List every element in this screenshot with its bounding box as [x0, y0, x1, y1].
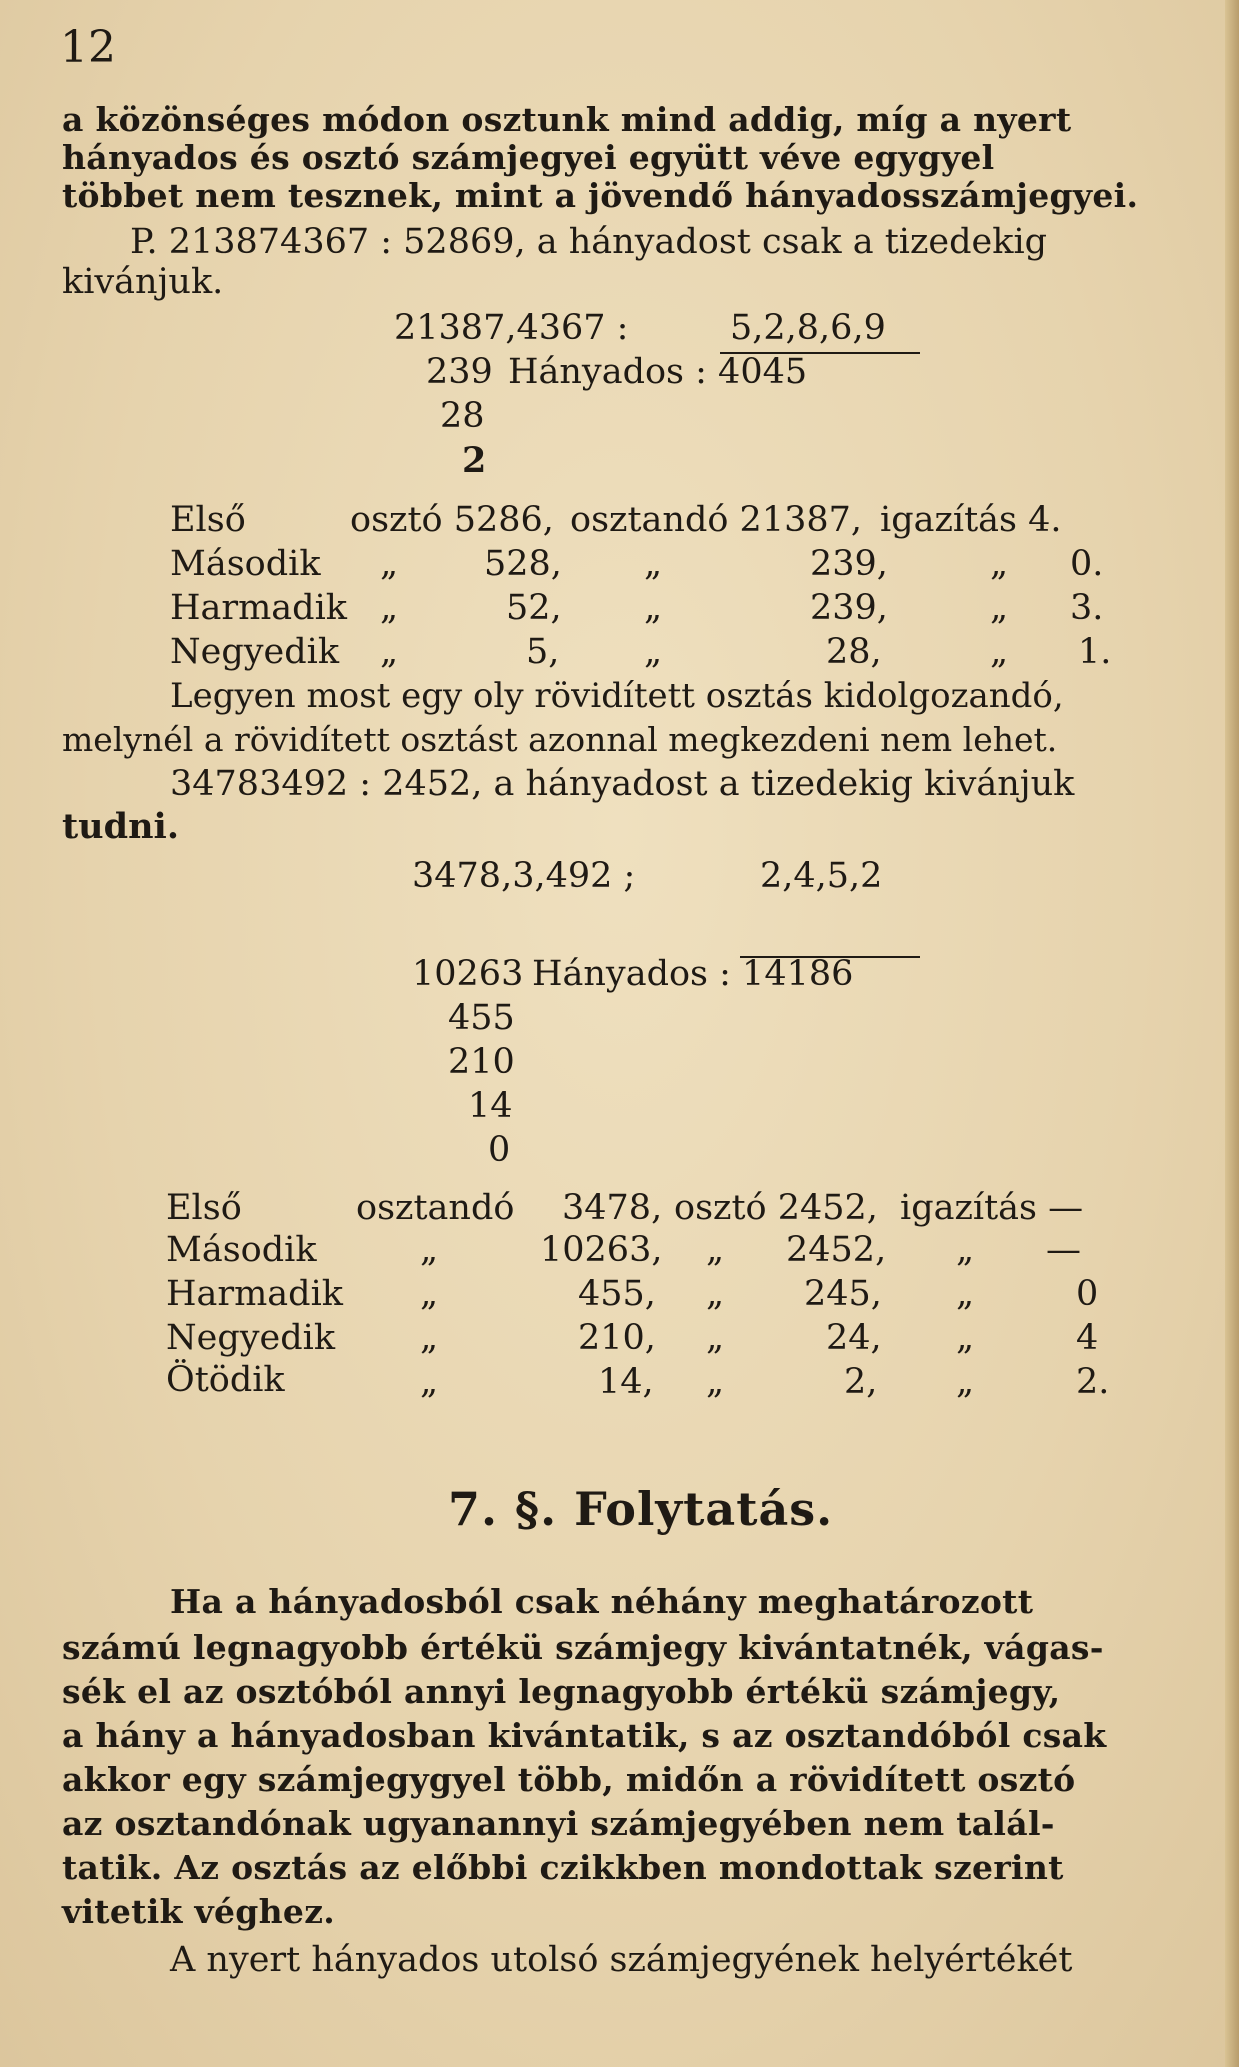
intro-line-2: hányados és osztó számjegyei együtt véve egygyel [62, 138, 995, 177]
example2-remainder-1: 10263 [412, 954, 524, 994]
page-spine-edge [1225, 0, 1239, 2067]
ex2-row2-c3: 2452, [786, 1230, 887, 1270]
section-last-line: A nyert hányados utolsó számjegyének helyértékét [170, 1940, 1073, 1980]
ex1-row3-q1: „ [380, 588, 399, 628]
section-line-3: sék el az osztóból annyi legnagyobb értékü számjegy, [62, 1672, 1061, 1711]
ex2-row1-c4: igazítás — [900, 1188, 1084, 1228]
example2-quotient: Hányados : 14186 [532, 954, 854, 994]
ex2-row5-q1: „ [420, 1362, 439, 1402]
ex2-row2-c2: 10263, [540, 1230, 663, 1270]
example2-dividend: 3478,3,492 ; [412, 856, 636, 896]
section-line-6: az osztandónak ugyanannyi számjegyében nem talál- [62, 1804, 1055, 1843]
example2-remainder-2: 455 [448, 998, 515, 1038]
ex1-row2-c3: 0. [1070, 544, 1104, 584]
ex1-row2-c2: 239, [810, 544, 888, 584]
ex2-row2-q2: „ [706, 1230, 725, 1270]
ex2-row4-q3: „ [956, 1318, 975, 1358]
example1-dividend: 21387,4367 : [394, 308, 629, 348]
section-line-2: számú legnagyobb értékü számjegy kivántatnék, vágas- [62, 1628, 1104, 1667]
ex2-row2-c4: — [1046, 1230, 1081, 1270]
ex1-row3-q3: „ [990, 588, 1009, 628]
example2-divisor: 2,4,5,2 [760, 856, 883, 896]
ex2-row5-name: Ötödik [166, 1360, 285, 1400]
ex2-row1-name: Első [166, 1188, 242, 1228]
ex1-row4-c2: 28, [826, 632, 882, 672]
ex2-row3-q3: „ [956, 1274, 975, 1314]
ex1-row1-c2: osztandó 21387, [570, 500, 863, 540]
ex1-row1-c3: igazítás 4. [880, 500, 1062, 540]
example1-remainder-2: 28 [440, 396, 485, 436]
ex2-row3-name: Harmadik [166, 1274, 343, 1314]
ex1-row1-c1: osztó 5286, [350, 500, 554, 540]
example2-line-3: 34783492 : 2452, a hányadost a tizedekig kivánjuk [170, 764, 1075, 804]
ex1-row2-name: Második [170, 544, 321, 584]
ex2-row2-name: Második [166, 1230, 317, 1270]
ex2-row3-q1: „ [420, 1274, 439, 1314]
example1-quotient: Hányados : 4045 [508, 352, 808, 392]
section-title: 7. §. Folytatás. [448, 1482, 834, 1536]
example1-line-2: kivánjuk. [62, 262, 224, 302]
section-line-5: akkor egy számjegygyel több, midőn a rövidített osztó [62, 1760, 1076, 1799]
ex2-row5-q2: „ [706, 1362, 725, 1402]
ex2-row3-c3: 245, [804, 1274, 882, 1314]
ex1-row2-c1: 528, [484, 544, 562, 584]
ex2-row4-c3: 24, [826, 1318, 882, 1358]
ex1-row3-c2: 239, [810, 588, 888, 628]
example1-divisor: 5,2,8,6,9 [730, 308, 886, 348]
ex2-row3-c2: 455, [578, 1274, 656, 1314]
intro-line-1: a közönséges módon osztunk mind addig, míg a nyert [62, 100, 1072, 139]
example2-line-4: tudni. [62, 806, 180, 847]
ex1-row1-name: Első [170, 500, 246, 540]
page-number: 12 [60, 22, 116, 73]
ex1-row3-name: Harmadik [170, 588, 347, 628]
ex1-row2-q3: „ [990, 544, 1009, 584]
ex1-row3-q2: „ [644, 588, 663, 628]
ex2-row4-q1: „ [420, 1318, 439, 1358]
ex1-row4-name: Negyedik [170, 632, 340, 672]
ex1-row2-q1: „ [380, 544, 399, 584]
ex1-row3-c3: 3. [1070, 588, 1104, 628]
example2-remainder-3: 210 [448, 1042, 515, 1082]
ex1-row4-q1: „ [380, 632, 399, 672]
example2-line-2: melynél a rövidített osztást azonnal megkezdeni nem lehet. [62, 720, 1058, 759]
ex2-row5-c2: 14, [598, 1362, 654, 1402]
example2-remainder-5: 0 [488, 1130, 511, 1170]
ex2-row2-q3: „ [956, 1230, 975, 1270]
ex2-row4-c4: 4 [1076, 1318, 1099, 1358]
example1-remainder-1: 239 [426, 352, 493, 392]
example2-line-1: Legyen most egy oly rövidített osztás kidolgozandó, [170, 676, 1064, 716]
ex2-row4-c2: 210, [578, 1318, 656, 1358]
ex2-row5-c3: 2, [844, 1362, 878, 1402]
ex2-row3-q2: „ [706, 1274, 725, 1314]
ex1-row4-c3: 1. [1078, 632, 1112, 672]
ex2-row2-q1: „ [420, 1230, 439, 1270]
example1-remainder-3: 2 [462, 440, 487, 481]
ex2-row5-c4: 2. [1076, 1362, 1110, 1402]
example2-remainder-4: 14 [468, 1086, 513, 1126]
ex2-row1-c2: 3478, [562, 1188, 663, 1228]
ex2-row1-c3: osztó 2452, [674, 1188, 878, 1228]
ex1-row4-q3: „ [990, 632, 1009, 672]
section-line-8: vitetik véghez. [62, 1892, 336, 1931]
ex1-row4-c1: 5, [526, 632, 560, 672]
section-line-1: Ha a hányadosból csak néhány meghatározott [170, 1582, 1034, 1621]
ex2-row5-q3: „ [956, 1362, 975, 1402]
ex2-row4-name: Negyedik [166, 1318, 336, 1358]
example1-line-1: P. 213874367 : 52869, a hányadost csak a tizedekig [130, 222, 1048, 262]
section-line-7: tatik. Az osztás az előbbi czikkben mondottak szerint [62, 1848, 1064, 1887]
section-line-4: a hány a hányadosban kivántatik, s az osztandóból csak [62, 1716, 1107, 1755]
ex1-row3-c1: 52, [506, 588, 562, 628]
ex2-row3-c4: 0 [1076, 1274, 1099, 1314]
ex2-row1-c1: osztandó [356, 1188, 515, 1228]
ex1-row4-q2: „ [644, 632, 663, 672]
ex2-row4-q2: „ [706, 1318, 725, 1358]
intro-line-3: többet nem tesznek, mint a jövendő hányadosszámjegyei. [62, 176, 1139, 215]
ex1-row2-q2: „ [644, 544, 663, 584]
